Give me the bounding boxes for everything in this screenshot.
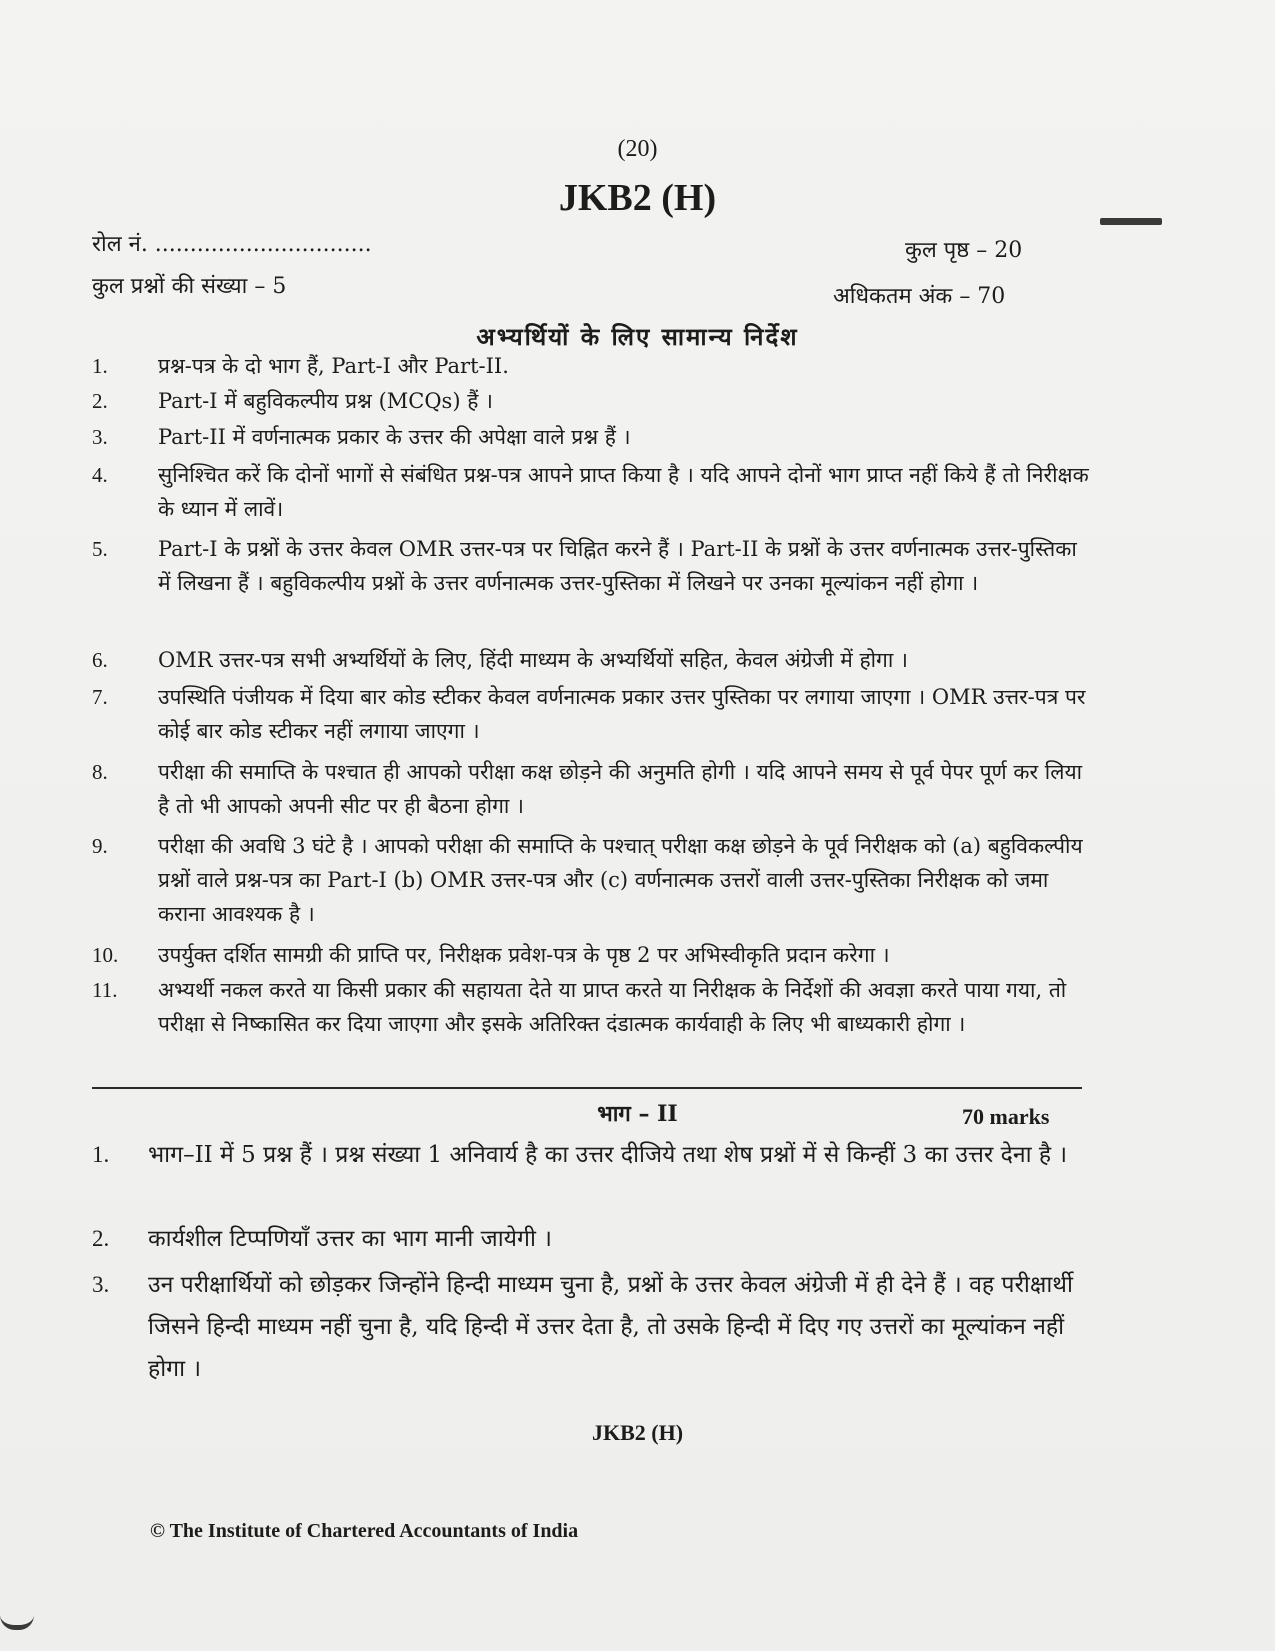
max-marks: अधिकतम अंक – 70: [833, 284, 1006, 309]
total-questions: कुल प्रश्नों की संख्या – 5: [92, 274, 287, 299]
instruction-item: [92, 973, 1092, 1041]
instruction-number: 2.: [92, 389, 108, 413]
instruction-text: उपर्युक्त दर्शित सामग्री की प्राप्ति पर, निरीक्षक प्रवेश-पत्र के पृष्ठ 2 पर अभिस्वीकृति प्रदान करेगा ।: [158, 943, 890, 967]
instruction-number: 1.: [92, 354, 108, 378]
instruction-item: [92, 938, 1092, 972]
roll-number-label: रोल नं. ...............................: [92, 232, 372, 257]
instruction-item: [92, 420, 1092, 454]
instruction-text: Part-II में वर्णनात्मक प्रकार के उत्तर की अपेक्षा वाले प्रश्न हैं ।: [158, 425, 631, 449]
instruction-number: 3.: [92, 425, 108, 449]
instruction-text: अभ्यर्थी नकल करते या किसी प्रकार की सहायता देते या प्राप्त करते या निरीक्षक के निर्देशों की अवज्ञा करते पाया गया, तो परीक्षा से निष्कासित कर दिया जाएगा और इसके अतिरिक्त दंडात्मक कार्यवाही के लिए भी बाध्यकारी होगा ।: [158, 978, 1067, 1036]
instruction-number: 7.: [92, 685, 108, 709]
total-pages: कुल पृष्ठ – 20: [905, 238, 1023, 263]
instruction-number: 6.: [92, 648, 108, 672]
part-2-item-number: 1.: [92, 1142, 110, 1167]
part-2-marks: 70 marks: [962, 1104, 1050, 1129]
instruction-text: OMR उत्तर-पत्र सभी अभ्यर्थियों के लिए, हिंदी माध्यम के अभ्यर्थियों सहित, केवल अंग्रेजी में होगा ।: [158, 648, 908, 672]
instruction-number: 8.: [92, 760, 108, 784]
copyright-notice: © The Institute of Chartered Accountants of India: [150, 1520, 579, 1542]
footer-paper-code: JKB2 (H): [591, 1420, 684, 1445]
instruction-item: [92, 458, 1092, 526]
part-2-item-text: उन परीक्षार्थियों को छोड़कर जिन्होंने हिन्दी माध्यम चुना है, प्रश्नों के उत्तर केवल अंग्रेजी में ही देने हैं । वह परीक्षार्थी जिसने हिन्दी माध्यम नहीं चुना है, यदि हिन्दी में उत्तर देता है, तो उसके हिन्दी में दिए गए उत्तरों का मूल्यांकन नहीं होगा ।: [148, 1272, 1073, 1382]
instructions-heading: अभ्यर्थियों के लिए सामान्य निर्देश: [476, 322, 799, 351]
instruction-text: परीक्षा की अवधि 3 घंटे है । आपको परीक्षा की समाप्ति के पश्चात् परीक्षा कक्ष छोड़ने के पूर्व निरीक्षक को (a) बहुविकल्पीय प्रश्नों वाले प्रश्न-पत्र का Part-I (b) OMR उत्तर-पत्र और (c) वर्णनात्मक उत्तरों वाली उत्तर-पुस्तिका निरीक्षक को जमा कराना आवश्यक है ।: [158, 834, 1083, 926]
part-2-title: भाग – II: [597, 1101, 678, 1127]
instruction-text: परीक्षा की समाप्ति के पश्चात ही आपको परीक्षा कक्ष छोड़ने की अनुमति होगी । यदि आपने समय से पूर्व पेपर पूर्ण कर लिया है तो भी आपको अपनी सीट पर ही बैठना होगा ।: [158, 760, 1083, 818]
instruction-number: 5.: [92, 537, 108, 561]
paper-code: JKB2 (H): [558, 177, 717, 219]
instruction-text: Part-I में बहुविकल्पीय प्रश्न (MCQs) हैं ।: [158, 389, 493, 413]
instruction-number: 11.: [92, 978, 118, 1002]
part-2-item-text: भाग–II में 5 प्रश्न हैं । प्रश्न संख्या 1 अनिवार्य है का उत्तर दीजिये तथा शेष प्रश्नों में से किन्हीं 3 का उत्तर देना है ।: [148, 1142, 1068, 1168]
section-divider: [92, 1087, 1082, 1089]
part-2-item: [92, 1264, 1092, 1390]
part-2-item-text: कार्यशील टिप्पणियाँ उत्तर का भाग मानी जायेगी ।: [148, 1226, 552, 1252]
instruction-item: [92, 643, 1092, 677]
corner-mark: [0, 1615, 34, 1630]
instruction-number: 9.: [92, 834, 108, 858]
instruction-text: प्रश्न-पत्र के दो भाग हैं, Part-I और Part-II.: [158, 354, 509, 378]
instruction-text: उपस्थिति पंजीयक में दिया बार कोड स्टीकर केवल वर्णनात्मक प्रकार उत्तर पुस्तिका पर लगाया जाएगा । OMR उत्तर-पत्र पर कोई बार कोड स्टीकर नहीं लगाया जाएगा ।: [158, 685, 1086, 743]
instruction-number: 10.: [92, 943, 119, 967]
instruction-item: [92, 680, 1092, 748]
instruction-item: [92, 384, 1092, 418]
instruction-item: [92, 829, 1092, 931]
part-2-item-number: 3.: [92, 1272, 110, 1297]
instruction-text: सुनिश्चित करें कि दोनों भागों से संबंधित प्रश्न-पत्र आपने प्राप्त किया है । यदि आपने दोनों भाग प्राप्त नहीं किये हैं तो निरीक्षक के ध्यान में लावें।: [158, 463, 1089, 521]
part-2-item: [92, 1134, 1092, 1176]
instruction-text: Part-I के प्रश्नों के उत्तर केवल OMR उत्तर-पत्र पर चिह्नित करने हैं । Part-II के प्रश्नों के उत्तर वर्णनात्मक उत्तर-पुस्तिका में लिखना हैं । बहुविकल्पीय प्रश्नों के उत्तर वर्णनात्मक उत्तर-पुस्तिका में लिखने पर उनका मूल्यांकन नहीं होगा ।: [158, 537, 1077, 595]
page-number: (20): [617, 136, 658, 162]
instruction-item: [92, 532, 1092, 600]
part-2-item-number: 2.: [92, 1226, 110, 1251]
instruction-item: [92, 349, 1092, 383]
instruction-number: 4.: [92, 463, 108, 487]
part-2-item: [92, 1218, 1092, 1260]
instruction-item: [92, 755, 1092, 823]
